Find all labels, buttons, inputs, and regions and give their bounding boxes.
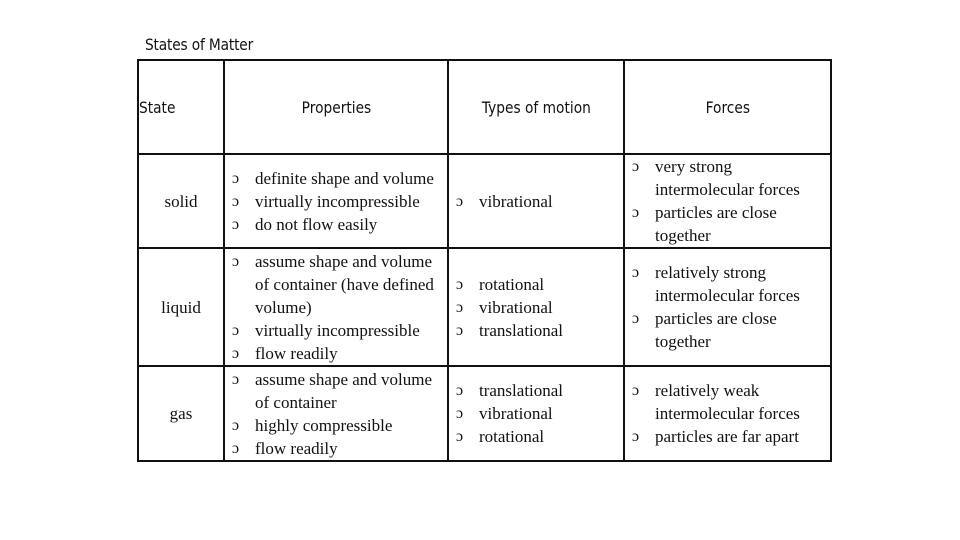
header-motion-label: Types of motion: [481, 97, 591, 117]
list-item: [232, 342, 447, 365]
list-item: [232, 437, 447, 460]
forces-list: [625, 261, 830, 353]
properties-list: [225, 250, 447, 365]
list-item: [456, 379, 623, 402]
state-cell: solid: [138, 154, 224, 248]
list-item-text: assume shape and volume of container (have defined volume): [255, 251, 434, 317]
properties-list: [225, 167, 447, 236]
bullet-icon: ɔ: [232, 215, 240, 233]
motion-cell: [448, 154, 624, 248]
forces-list: [625, 155, 830, 247]
properties-list: [225, 368, 447, 460]
bullet-icon: ɔ: [232, 344, 240, 362]
bullet-icon: ɔ: [456, 321, 464, 339]
bullet-icon: ɔ: [456, 405, 464, 422]
bullet-icon: ɔ: [232, 192, 240, 210]
list-item-text: particles are close together: [655, 309, 777, 351]
states-of-matter-table: [137, 59, 832, 462]
list-item-text: rotational: [479, 427, 545, 446]
properties-cell: [224, 154, 448, 248]
list-item: [456, 402, 623, 425]
list-item-text: do not flow easily: [255, 214, 378, 234]
bullet-icon: ɔ: [632, 428, 640, 445]
list-item-text: translational: [479, 320, 564, 340]
list-item-text: particles are far apart: [655, 427, 799, 446]
bullet-icon: ɔ: [456, 192, 464, 210]
list-item-text: vibrational: [479, 297, 553, 317]
motion-list: [449, 379, 623, 448]
list-item: [632, 155, 830, 201]
bullet-icon: ɔ: [232, 416, 240, 434]
motion-cell: [448, 366, 624, 461]
list-item: [456, 296, 623, 319]
header-forces-label: Forces: [705, 97, 750, 117]
list-item-text: vibrational: [479, 191, 553, 211]
list-item: [632, 201, 830, 247]
list-item-text: rotational: [479, 274, 545, 294]
state-cell: liquid: [138, 248, 224, 366]
bullet-icon: ɔ: [232, 169, 240, 187]
bullet-icon: ɔ: [632, 158, 640, 175]
list-item: [632, 307, 830, 353]
bullet-icon: ɔ: [632, 382, 640, 399]
forces-list: [625, 379, 830, 448]
list-item: [232, 190, 447, 213]
header-motion: [448, 60, 624, 154]
list-item-text: vibrational: [479, 404, 553, 423]
list-item: [456, 273, 623, 296]
motion-cell: [448, 248, 624, 366]
forces-cell: [624, 154, 831, 248]
list-item: [632, 379, 830, 425]
list-item: [456, 190, 623, 213]
bullet-icon: ɔ: [632, 264, 640, 281]
bullet-icon: ɔ: [632, 204, 640, 221]
list-item: [232, 167, 447, 190]
list-item-text: relatively strong intermolecular forces: [655, 263, 800, 305]
list-item: [232, 250, 447, 319]
forces-cell: [624, 248, 831, 366]
page-title: States of Matter: [145, 35, 254, 54]
header-forces: [624, 60, 831, 154]
header-state: [138, 60, 224, 154]
list-item: [456, 425, 623, 448]
header-properties-label: Properties: [301, 97, 371, 117]
list-item-text: virtually incompressible: [255, 320, 420, 340]
table-row: [138, 248, 831, 366]
bullet-icon: ɔ: [456, 298, 464, 316]
list-item-text: relatively weak intermolecular forces: [655, 381, 800, 423]
header-properties: [224, 60, 448, 154]
list-item: [456, 319, 623, 342]
table-row: [138, 154, 831, 248]
bullet-icon: ɔ: [232, 370, 240, 388]
state-cell: gas: [138, 366, 224, 461]
list-item-text: virtually incompressible: [255, 191, 420, 211]
list-item: [232, 368, 447, 414]
bullet-icon: ɔ: [456, 382, 464, 399]
bullet-icon: ɔ: [232, 439, 240, 457]
list-item-text: highly compressible: [255, 415, 393, 435]
list-item-text: definite shape and volume: [255, 168, 434, 188]
motion-list: [449, 190, 623, 213]
list-item-text: flow readily: [255, 438, 338, 458]
header-row: [138, 60, 831, 154]
motion-list: [449, 273, 623, 342]
list-item: [232, 414, 447, 437]
list-item-text: assume shape and volume of container: [255, 369, 433, 412]
list-item-text: particles are close together: [655, 203, 777, 245]
table-row: [138, 366, 831, 461]
list-item-text: translational: [479, 381, 564, 400]
list-item-text: flow readily: [255, 343, 338, 363]
bullet-icon: ɔ: [232, 252, 240, 270]
bullet-icon: ɔ: [232, 321, 240, 339]
bullet-icon: ɔ: [632, 310, 640, 327]
properties-cell: [224, 366, 448, 461]
bullet-icon: ɔ: [456, 275, 464, 293]
list-item: [232, 319, 447, 342]
list-item: [632, 425, 830, 448]
list-item: [632, 261, 830, 307]
list-item: [232, 213, 447, 236]
bullet-icon: ɔ: [456, 428, 464, 445]
properties-cell: [224, 248, 448, 366]
list-item-text: very strong intermolecular forces: [655, 157, 800, 199]
header-state-label: State: [139, 97, 176, 117]
forces-cell: [624, 366, 831, 461]
